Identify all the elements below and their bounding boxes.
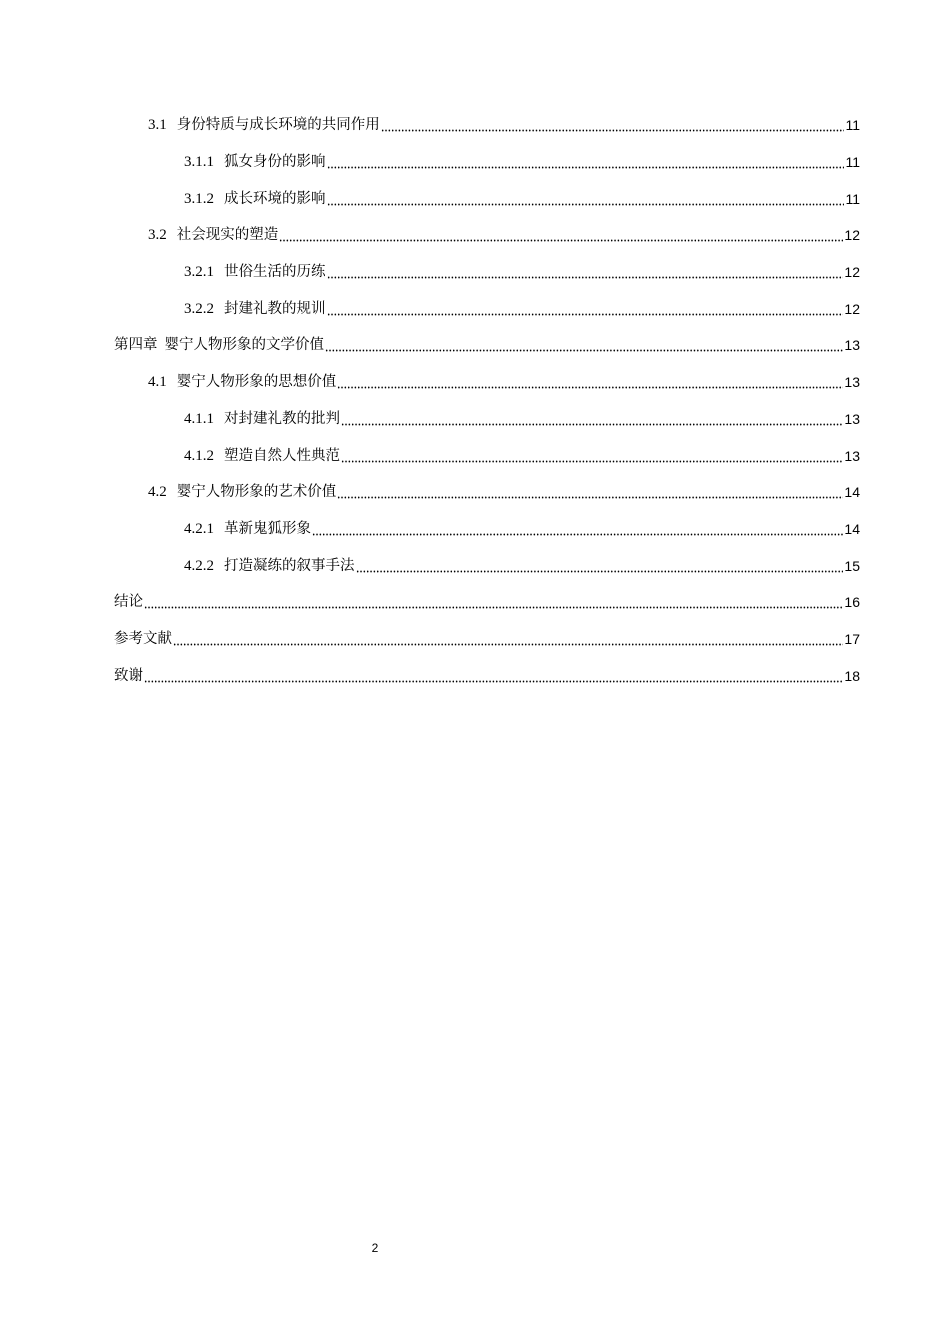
- toc-entry-page: 12: [844, 227, 860, 244]
- dot-leader: [279, 225, 843, 245]
- toc-entry-number: 3.1: [148, 117, 167, 134]
- toc-entry-title: 结论: [114, 594, 143, 611]
- toc-entry[interactable]: [0, 290, 950, 327]
- toc-entry[interactable]: [0, 144, 950, 181]
- dot-leader: [144, 592, 843, 612]
- toc-entry-page: 16: [844, 594, 860, 611]
- toc-entry-number: 3.2.1: [184, 264, 214, 281]
- toc-entry-title: 婴宁人物形象的思想价值: [176, 374, 337, 391]
- toc-entry-number: 第四章: [114, 337, 158, 354]
- toc-entry[interactable]: [0, 180, 950, 217]
- toc-entry-page: 13: [844, 410, 860, 427]
- toc-entry-number: 4.2.1: [184, 520, 214, 537]
- toc-entry-title: 世俗生活的历练: [224, 264, 326, 281]
- toc-entry[interactable]: [0, 327, 950, 364]
- toc-entry-title: 封建礼教的规训: [224, 300, 326, 317]
- dot-leader: [327, 262, 844, 282]
- page-number: 2: [371, 1241, 379, 1255]
- toc-entry[interactable]: [0, 584, 950, 621]
- dot-leader: [341, 409, 843, 429]
- toc-entry-page: 11: [845, 117, 860, 134]
- toc-entry-number: 3.2.2: [184, 300, 214, 317]
- toc-entry-page: 13: [844, 337, 860, 354]
- toc-entry-title: 打造凝练的叙事手法: [224, 557, 355, 574]
- dot-leader: [327, 189, 845, 209]
- table-of-contents: [0, 107, 950, 694]
- toc-entry[interactable]: [0, 474, 950, 511]
- toc-entry-title: 塑造自然人性典范: [224, 447, 340, 464]
- dot-leader: [327, 299, 844, 319]
- dot-leader: [337, 482, 843, 502]
- toc-entry[interactable]: [0, 217, 950, 254]
- toc-entry-page: 18: [844, 667, 860, 684]
- toc-entry-number: 4.1: [148, 374, 167, 391]
- dot-leader: [312, 519, 843, 539]
- toc-entry-number: 4.2.2: [184, 557, 214, 574]
- toc-entry-title: 身份特质与成长环境的共同作用: [176, 117, 380, 134]
- toc-entry[interactable]: [0, 547, 950, 584]
- toc-entry[interactable]: [0, 254, 950, 291]
- dot-leader: [327, 152, 845, 172]
- toc-entry-page: 17: [844, 630, 860, 647]
- dot-leader: [173, 629, 843, 649]
- toc-entry[interactable]: [0, 107, 950, 144]
- toc-entry-title: 婴宁人物形象的艺术价值: [176, 484, 337, 501]
- toc-entry-number: 4.1.1: [184, 410, 214, 427]
- toc-entry-page: 13: [844, 374, 860, 391]
- toc-entry-number: 3.1.2: [184, 190, 214, 207]
- toc-entry-page: 11: [845, 190, 860, 207]
- toc-entry-title: 革新鬼狐形象: [224, 520, 311, 537]
- toc-entry-page: 12: [844, 300, 860, 317]
- toc-entry-page: 11: [845, 154, 860, 171]
- toc-entry[interactable]: [0, 364, 950, 401]
- dot-leader: [356, 556, 844, 576]
- dot-leader: [337, 372, 843, 392]
- toc-entry-number: 4.2: [148, 484, 167, 501]
- toc-entry-page: 12: [844, 264, 860, 281]
- toc-entry-title: 社会现实的塑造: [176, 227, 279, 244]
- dot-leader: [381, 115, 845, 135]
- toc-entry-title: 狐女身份的影响: [224, 154, 326, 171]
- toc-entry-page: 14: [844, 520, 860, 537]
- dot-leader: [341, 446, 843, 466]
- toc-entry[interactable]: [0, 621, 950, 658]
- toc-entry-number: 3.2: [148, 227, 167, 244]
- toc-entry-title: 致谢: [114, 667, 143, 684]
- toc-entry-page: 14: [844, 484, 860, 501]
- toc-entry-title: 成长环境的影响: [224, 190, 326, 207]
- toc-entry[interactable]: [0, 401, 950, 438]
- toc-entry[interactable]: [0, 511, 950, 548]
- toc-entry-title: 参考文献: [114, 630, 172, 647]
- toc-entry-number: 3.1.1: [184, 154, 214, 171]
- toc-entry-page: 15: [844, 557, 860, 574]
- toc-entry[interactable]: [0, 437, 950, 474]
- toc-entry[interactable]: [0, 657, 950, 694]
- toc-entry-number: 4.1.2: [184, 447, 214, 464]
- toc-entry-page: 13: [844, 447, 860, 464]
- toc-entry-title: 婴宁人物形象的文学价值: [164, 337, 324, 354]
- dot-leader: [144, 666, 843, 686]
- dot-leader: [325, 335, 843, 355]
- toc-entry-title: 对封建礼教的批判: [224, 410, 340, 427]
